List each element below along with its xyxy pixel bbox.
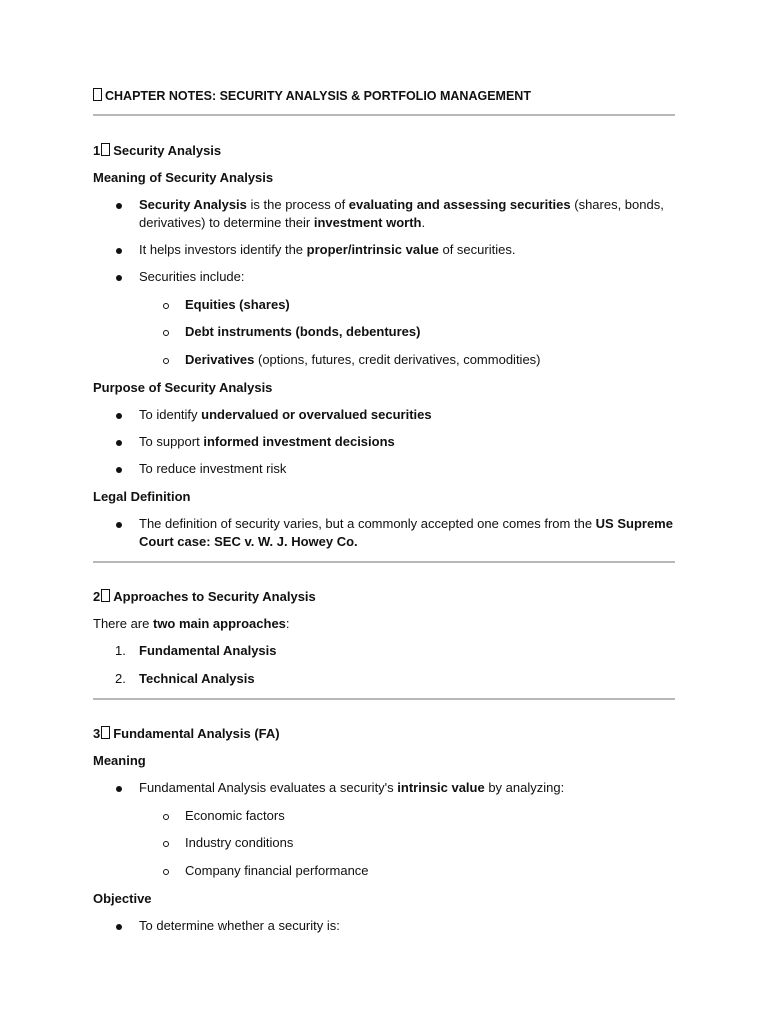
list-number: 1.: [115, 643, 126, 658]
list-item: It helps investors identify the proper/intrinsic value of securities.: [139, 242, 516, 257]
sub-bullet-icon: [163, 869, 169, 875]
sub-list-item: Derivatives (options, futures, credit derivatives, commodities): [185, 352, 541, 367]
sub-list-item: Economic factors: [185, 808, 285, 823]
numbered-item: Technical Analysis: [139, 671, 255, 686]
list-item: To identify undervalued or overvalued securities: [139, 407, 432, 422]
keycap-emoji-icon: [101, 726, 110, 739]
bullet-icon: [116, 924, 122, 930]
subheading-purpose: Purpose of Security Analysis: [93, 380, 273, 395]
bullet-icon: [116, 413, 122, 419]
bullet-icon: [116, 440, 122, 446]
list-number: 2.: [115, 671, 126, 686]
divider: [93, 561, 675, 563]
section-heading-2: 2 Approaches to Security Analysis: [93, 589, 316, 604]
section-heading-3: 3 Fundamental Analysis (FA): [93, 726, 280, 741]
sub-bullet-icon: [163, 841, 169, 847]
page-title: CHAPTER NOTES: SECURITY ANALYSIS & PORTFOLIO MANAGEMENT: [93, 88, 531, 103]
list-item: The definition of security varies, but a commonly accepted one comes from the US Supreme: [139, 516, 673, 531]
subheading-meaning: Meaning of Security Analysis: [93, 170, 274, 185]
sub-bullet-icon: [163, 330, 169, 336]
subheading-legal: Legal Definition: [93, 489, 191, 504]
sub-list-item: Company financial performance: [185, 863, 369, 878]
bullet-icon: [116, 203, 122, 209]
list-item: To support informed investment decisions: [139, 434, 395, 449]
list-item: To determine whether a security is:: [139, 918, 340, 933]
bullet-icon: [116, 275, 122, 281]
bullet-icon: [116, 786, 122, 792]
bullet-icon: [116, 522, 122, 528]
list-item: Securities include:: [139, 269, 245, 284]
emoji-placeholder-icon: [93, 88, 102, 101]
keycap-emoji-icon: [101, 143, 110, 156]
sub-list-item: Debt instruments (bonds, debentures): [185, 324, 421, 339]
sub-bullet-icon: [163, 814, 169, 820]
section-heading-1: 1 Security Analysis: [93, 143, 222, 158]
list-item: Fundamental Analysis evaluates a security's intrinsic value by analyzing:: [139, 780, 565, 795]
bullet-icon: [116, 467, 122, 473]
subheading-objective: Objective: [93, 891, 152, 906]
sub-bullet-icon: [163, 303, 169, 309]
list-item: To reduce investment risk: [139, 461, 287, 476]
divider: [93, 114, 675, 116]
keycap-emoji-icon: [101, 589, 110, 602]
paragraph: There are two main approaches:: [93, 616, 290, 631]
bullet-icon: [116, 248, 122, 254]
divider: [93, 698, 675, 700]
list-item-continuation: derivatives) to determine their investment worth.: [139, 215, 426, 230]
subheading-meaning: Meaning: [93, 753, 146, 768]
sub-list-item: Equities (shares): [185, 297, 290, 312]
numbered-item: Fundamental Analysis: [139, 643, 277, 658]
list-item-continuation: Court case: SEC v. W. J. Howey Co.: [139, 534, 358, 549]
sub-list-item: Industry conditions: [185, 835, 294, 850]
sub-bullet-icon: [163, 358, 169, 364]
list-item: Security Analysis is the process of evaluating and assessing securities (shares, bonds,: [139, 197, 664, 212]
